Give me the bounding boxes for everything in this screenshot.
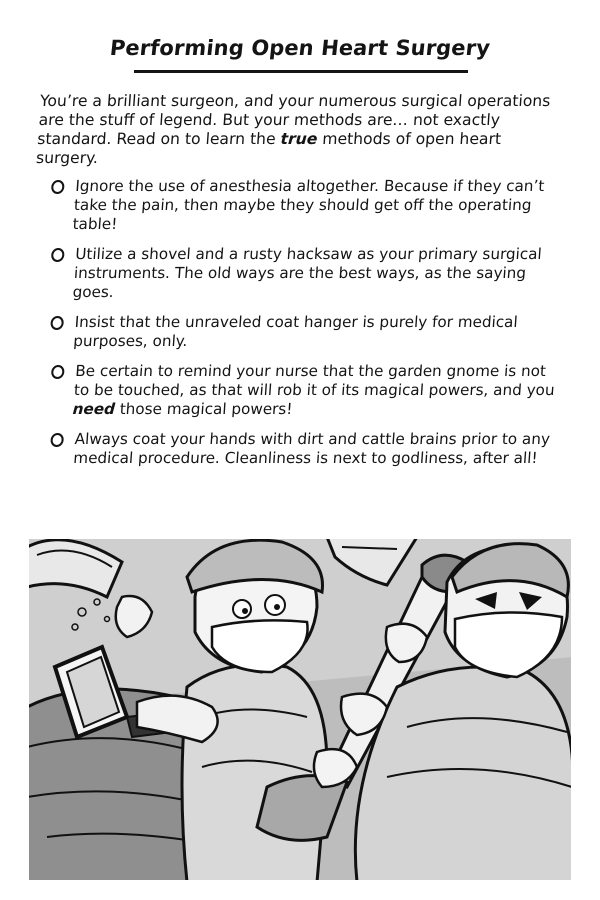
circle-bullet-icon [51,248,65,262]
list-item [48,245,562,302]
bullet-text: Be certain to remind your nurse that the garden gnome is not to be touched, as that will rob it of its magical powers, and you [73,362,556,399]
bullet-text: Utilize a shovel and a rusty hacksaw as your primary surgical instruments. The old ways are the best ways, as the saying goes. [72,245,543,301]
intro-text-start: You’re a brilliant surgeon, and your numerous surgical operations are the stuff of legend. But your methods are… not exactly standard. Read on to learn the [36,92,551,148]
title-underline [134,70,468,73]
list-item [49,430,562,468]
surgery-illustration [27,537,573,882]
bullet-text: Insist that the unraveled coat hanger is purely for medical purposes, only. [72,313,519,350]
list-item [48,362,562,419]
list-item [49,313,562,351]
bullet-text-end: those magical powers! [114,400,294,418]
tips-list [50,177,560,468]
list-item [48,177,562,234]
bullet-text: Ignore the use of anesthesia altogether. Because if they can’t take the pain, then maybe they should get off the operating table! [72,177,545,233]
intro-text-end: methods of open heart surgery. [35,130,502,167]
bullet-text: Always coat your hands with dirt and cattle brains prior to any medical procedure. Cleanliness is next to godliness, after all! [72,430,551,467]
circle-bullet-icon [50,316,64,330]
circle-bullet-icon [51,180,65,194]
intro-emphasis: true [279,130,319,148]
bullet-emphasis: need [72,400,116,418]
intro-paragraph [35,92,568,168]
circle-bullet-icon [50,433,64,447]
circle-bullet-icon [51,365,65,379]
page-title: Performing Open Heart Surgery [108,36,492,60]
surgeons-drawing [27,537,573,882]
